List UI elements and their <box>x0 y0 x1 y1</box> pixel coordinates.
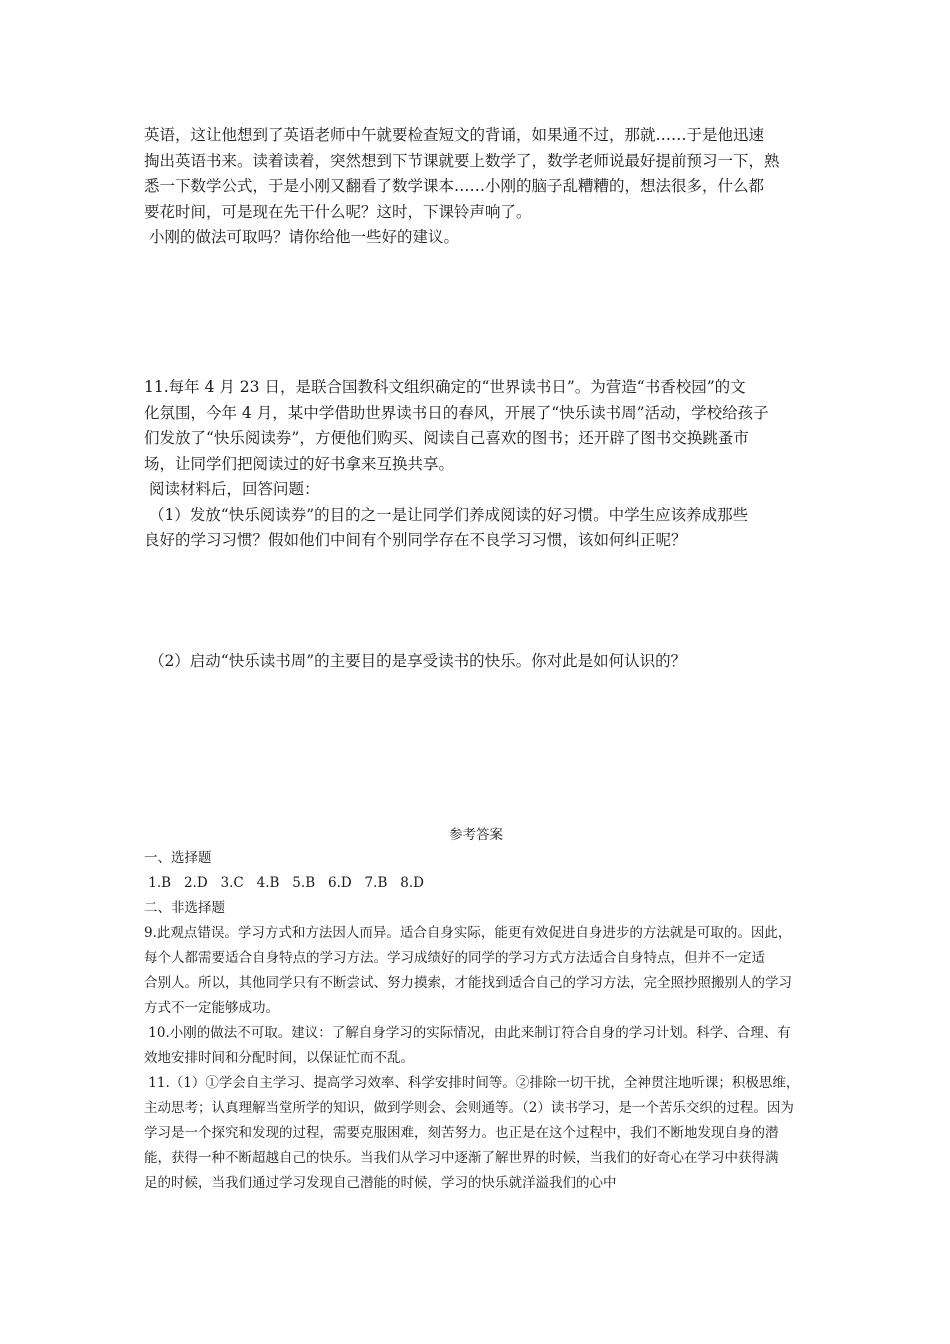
q10-line-2: 掏出英语书来。读着读着，突然想到下节课就要上数学了，数学老师说最好提前预习一下，熟 <box>144 151 780 170</box>
q11-line-2: 化氛围，今年 4 月，某中学借助世界读书日的春风，开展了“快乐读书周”活动，学校给孩子 <box>144 403 769 422</box>
answer-11-line-4: 能，获得一种不断超越自己的快乐。当我们从学习中逐渐了解世界的时候，当我们的好奇心在学习中获得满 <box>144 1150 779 1166</box>
q11-line-1: 11.每年 4 月 23 日，是联合国教科文组织确定的“世界读书日”。为营造“书香校园”的文 <box>144 378 746 396</box>
answer-9-line-2: 每个人都需要适合自身特点的学习方法。学习成绩好的同学的学习方式方法适合自身特点，但并不一定适 <box>144 950 765 966</box>
answers-choice-list: 1.B 2.D 3.C 4.B 5.B 6.D 7.B 8.D <box>144 875 424 891</box>
answers-section <box>144 846 808 1196</box>
answer-9-line-3: 合别人。所以，其他同学只有不断尝试、努力摸索，才能找到适合自己的学习方法，完全照抄照搬别人的学习 <box>144 975 792 991</box>
answer-11-line-1: 11.（1）①学会自主学习、提高学习效率、科学安排时间等。②排除一切干扰，全神贯注地听课；积极思维， <box>144 1075 800 1091</box>
q10-line-4: 要花时间，可是现在先干什么呢？这时，下课铃声响了。 <box>144 202 532 221</box>
answer-9-line-4: 方式不一定能够成功。 <box>144 1000 279 1016</box>
q10-line-1: 英语，这让他想到了英语老师中午就要检查短文的背诵，如果通不过，那就……于是他迅速 <box>144 126 765 144</box>
answer-11-line-2: 主动思考；认真理解当堂所学的知识，做到学则会、会则通等。（2）读书学习，是一个苦乐交织的过程。因为 <box>144 1100 794 1116</box>
q11-sub-1-line-1: （1）发放“快乐阅读券”的目的之一是让同学们养成阅读的好习惯。中学生应该养成那些 <box>144 505 749 524</box>
q11-sub-1-line-2: 良好的学习习惯？假如他们中间有个别同学存在不良学习习惯，该如何纠正呢？ <box>144 531 687 549</box>
q11-sub-2: （2）启动“快乐读书周”的主要目的是享受读书的快乐。你对此是如何认识的？ <box>144 652 687 670</box>
answer-10-line-2: 效地安排时间和分配时间，以保证忙而不乱。 <box>144 1050 414 1066</box>
q10-line-3: 悉一下数学公式，于是小刚又翻看了数学课本……小刚的脑子乱糟糟的，想法很多，什么都 <box>144 177 765 195</box>
q11-line-4: 场，让同学们把阅读过的好书拿来互换共享。 <box>144 454 455 473</box>
q11-line-3: 们发放了“快乐阅读券”，方便他们购买、阅读自己喜欢的图书；还开辟了图书交换跳蚤市 <box>144 429 749 447</box>
answers-choice-heading: 一、选择题 <box>144 850 212 866</box>
answer-10-line-1: 10.小刚的做法不可取。建议：了解自身学习的实际情况，由此来制订符合自身的学习计划。科学、合理、有 <box>144 1025 791 1041</box>
answer-9-line-1: 9.此观点错误。学习方式和方法因人而异。适合自身实际，能更有效促进自身进步的方法就是可取的。因此， <box>144 925 792 941</box>
question-10-passage <box>144 123 808 251</box>
answer-11-line-5: 足的时候，当我们通过学习发现自己潜能的时候，学习的快乐就洋溢我们的心中 <box>144 1175 617 1191</box>
answers-nonchoice-heading: 二、非选择题 <box>144 900 225 916</box>
q11-instruction: 阅读材料后，回答问题： <box>144 480 320 498</box>
question-11-passage <box>144 375 808 554</box>
answer-11-line-3: 学习是一个探究和发现的过程，需要克服困难，刻苦努力。也正是在这个过程中，我们不断地发现自身的潜 <box>144 1125 779 1141</box>
q10-prompt: 小刚的做法可取吗？请你给他一些好的建议。 <box>144 228 459 246</box>
answers-title: 参考答案 <box>449 827 503 843</box>
question-11-sub-2 <box>144 649 808 675</box>
